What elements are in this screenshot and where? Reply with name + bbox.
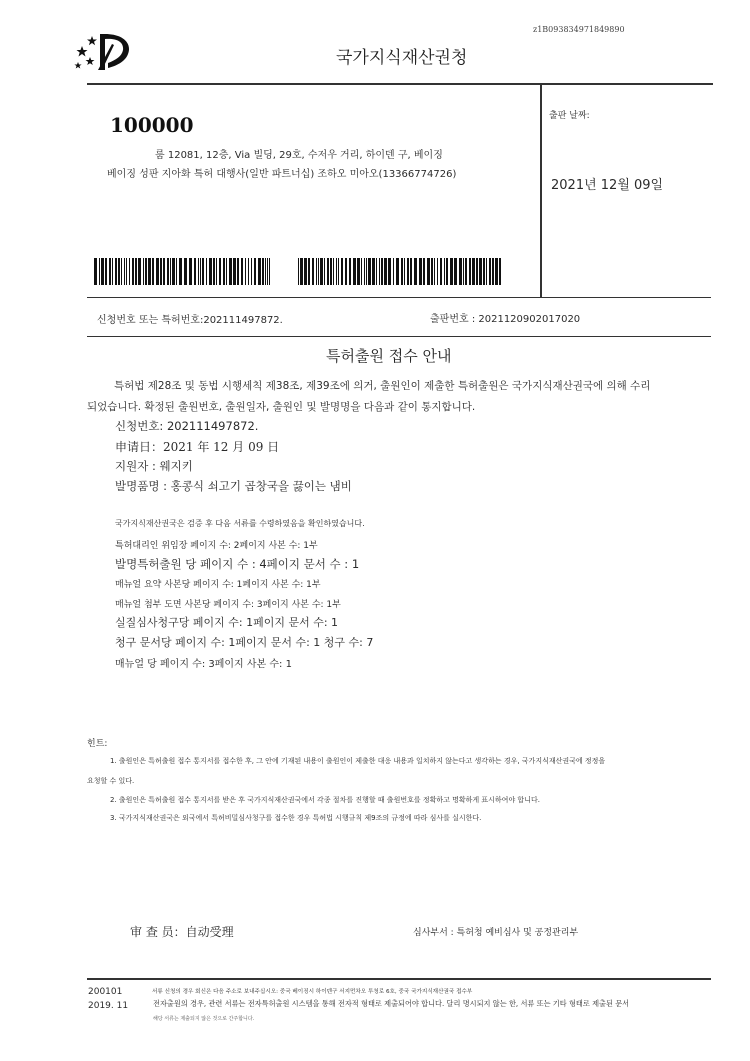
barcode-bar	[372, 258, 375, 285]
barcode-bar	[459, 258, 462, 285]
barcode-bar	[163, 258, 165, 285]
barcode-bar	[170, 258, 171, 285]
barcode-bar	[124, 258, 125, 285]
barcode-bar	[444, 258, 445, 285]
vertical-divider	[540, 84, 542, 297]
barcode-bar	[410, 258, 412, 285]
barcode-bar	[368, 258, 371, 285]
barcode-bar	[336, 258, 337, 285]
top-rule	[87, 83, 713, 85]
barcode-bar	[434, 258, 435, 285]
barcode-bar	[248, 258, 249, 285]
barcode-bar	[200, 258, 201, 285]
barcode-bar	[135, 258, 137, 285]
barcode-bar	[327, 258, 329, 285]
barcode-bar	[379, 258, 380, 285]
barcode-bar	[463, 258, 464, 285]
barcode-bar	[489, 258, 491, 285]
barcode-bar	[109, 258, 111, 285]
office-title: 국가지식재산권청	[336, 48, 468, 68]
barcode-bar	[366, 258, 367, 285]
barcode-bar	[308, 258, 310, 285]
barcode-bar	[376, 258, 377, 285]
barcode-bar	[320, 258, 323, 285]
publication-number: 출판번호 : 2021120902017020	[430, 314, 581, 325]
barcode-bar	[349, 258, 351, 285]
issue-date-label: 출판 날짜:	[549, 111, 590, 121]
document-item: 청구 문서당 페이지 수: 1페이지 문서 수: 1 청구 수: 7	[115, 636, 374, 649]
barcode-bar	[167, 258, 169, 285]
footer-line-2: 전자출원의 경우, 관련 서류는 전자특허출원 시스템을 통해 전자적 형태로 제출되어야 합니다. 달리 명시되지 않는 한, 서류 또는 기타 형태로 제출된 문서	[153, 999, 630, 1008]
barcode-bar	[492, 258, 494, 285]
barcode-bar	[472, 258, 475, 285]
barcode-bar	[440, 258, 442, 285]
barcode-bar	[209, 258, 212, 285]
hint-item-1-line-1: 1. 출원인은 특허출원 접수 통지서를 접수한 후, 그 안에 기재된 내용이 출원인이 제출한 대응 내용과 일치하지 않는다고 생각하는 경우, 국가지식재산권국에 정정을	[110, 757, 606, 765]
barcode-bar	[364, 258, 365, 285]
barcode-bar	[265, 258, 266, 285]
numbers-rule	[87, 336, 711, 337]
document-item: 특허대리인 위임장 페이지 수: 2페이지 사본 수: 1부	[115, 541, 318, 551]
barcode-bar	[216, 258, 217, 285]
barcode-bar	[156, 258, 159, 285]
barcode-bar	[495, 258, 498, 285]
footer-line-3: 해당 서류는 제출되지 않은 것으로 간주합니다.	[153, 1016, 255, 1022]
application-number-row: 신청번호 또는 특허번호:202111497872.	[97, 315, 283, 326]
barcode-bar	[105, 258, 107, 285]
applicant: 지원자 : 웨지키	[115, 459, 193, 473]
barcode-bar	[486, 258, 487, 285]
barcode-bar	[333, 258, 334, 285]
barcode-bar	[198, 258, 199, 285]
barcode-left	[94, 258, 274, 285]
hint-item-1-line-2: 요청할 수 있다.	[87, 777, 135, 785]
barcode-bar	[245, 258, 246, 285]
barcode-bar	[115, 258, 117, 285]
barcode-bar	[450, 258, 453, 285]
barcode-bar	[194, 258, 196, 285]
barcode-bar	[172, 258, 175, 285]
barcode-bar	[94, 258, 97, 285]
examiner: 审 查 员：自动受理	[130, 925, 234, 939]
barcode-bar	[112, 258, 113, 285]
barcode-bar	[237, 258, 239, 285]
barcode-bar	[427, 258, 430, 285]
barcode-bar	[152, 258, 154, 285]
barcode-bar	[341, 258, 343, 285]
barcode-bar	[254, 258, 256, 285]
barcode-bar	[226, 258, 227, 285]
barcode-bar	[423, 258, 425, 285]
notice-title: 특허출원 접수 안내	[326, 347, 452, 365]
barcode-bar	[101, 258, 104, 285]
examining-department: 심사부서 : 특허청 예비심사 및 공정관리부	[413, 928, 579, 938]
document-item: 매뉴얼 첨부 도면 사본당 페이지 수: 3페이지 사본 수: 1부	[115, 600, 341, 610]
document-item: 발명특허출원 당 페이지 수 : 4페이지 문서 수 : 1	[115, 557, 360, 571]
hint-item-2: 2. 출원인은 특허출원 접수 통지서를 받은 후 국가지식재산권국에서 각종 절차를 진행할 때 출원번호를 정확하고 명확하게 표시하여야 합니다.	[110, 796, 540, 804]
barcode-bar	[118, 258, 120, 285]
barcode-bar	[361, 258, 362, 285]
barcode-bar	[189, 258, 192, 285]
barcode-bar	[404, 258, 405, 285]
barcode-bar	[300, 258, 303, 285]
barcode-bar	[304, 258, 307, 285]
barcode-bar	[179, 258, 182, 285]
barcode-bar	[393, 258, 394, 285]
barcode-bar	[148, 258, 151, 285]
barcode-bar	[465, 258, 467, 285]
barcode-bar	[384, 258, 387, 285]
document-serial: z1B093834971849890	[533, 25, 625, 34]
document-item: 실질심사청구당 페이지 수: 1페이지 문서 수: 1	[115, 616, 339, 629]
barcode-bar	[454, 258, 457, 285]
barcode-bar	[298, 258, 299, 285]
address-line-2: 베이징 성판 지아화 특허 대행사(일반 파트너십) 조하오 미아오(13366774726)	[107, 169, 457, 180]
barcode-bar	[324, 258, 325, 285]
footer-rule	[87, 978, 711, 980]
hint-item-3: 3. 국가지식재산권국은 외국에서 특허비밀심사청구를 접수한 경우 특허법 시행규칙 제9조의 규정에 따라 심사를 실시한다.	[110, 814, 482, 822]
barcode-bar	[132, 258, 134, 285]
form-date: 2019. 11	[88, 1001, 129, 1011]
barcode-bar	[431, 258, 433, 285]
barcode-bar	[338, 258, 339, 285]
barcode-bar	[401, 258, 403, 285]
document-item: 매뉴얼 요약 사본당 페이지 수: 1페이지 사본 수: 1부	[115, 580, 321, 590]
issue-date-value: 2021년 12월 09일	[551, 178, 664, 193]
barcode-bar	[388, 258, 391, 285]
barcode-bar	[357, 258, 360, 285]
barcode-bar	[269, 258, 270, 285]
barcode-bar	[345, 258, 347, 285]
postal-code: 100000	[110, 113, 194, 137]
barcode-bar	[316, 258, 317, 285]
barcode-bar	[267, 258, 268, 285]
barcode-bar	[479, 258, 482, 285]
barcode-bar	[121, 258, 122, 285]
notice-paragraph-line-2: 되었습니다. 확정된 출원번호, 출원일자, 출원인 및 발명명을 다음과 같이 통지합니다.	[87, 401, 476, 413]
barcode-bar	[213, 258, 215, 285]
barcode-bar	[419, 258, 422, 285]
barcode-bar	[143, 258, 144, 285]
barcode-bar	[469, 258, 471, 285]
barcode-bar	[414, 258, 417, 285]
invention-name: 발명품명 : 홍콩식 쇠고기 곱창국을 끓이는 냄비	[115, 479, 352, 493]
barcode-bar	[407, 258, 409, 285]
hints-label: 힌트:	[87, 739, 108, 749]
barcode-bar	[251, 258, 252, 285]
barcode-bar	[483, 258, 485, 285]
barcode-bar	[160, 258, 162, 285]
barcode-bar	[99, 258, 100, 285]
barcode-right	[298, 258, 503, 285]
barcode-bar	[219, 258, 221, 285]
barcode-bar	[233, 258, 236, 285]
barcode-bar	[241, 258, 243, 285]
notice-application-number: 신청번호: 202111497872.	[115, 419, 259, 433]
cnipa-logo-icon	[72, 30, 134, 74]
barcode-bar	[176, 258, 177, 285]
notice-paragraph-line-1: 특허법 제28조 및 동법 시행세칙 제38조, 제39조에 의거, 출원인이 제출한 특허출원은 국가지식재산권국에 의해 수리	[114, 380, 651, 392]
barcode-bar	[223, 258, 225, 285]
documents-intro: 국가지식재산권국은 검증 후 다음 서류를 수령하였음을 확인하였습니다.	[115, 519, 365, 528]
barcode-bar	[184, 258, 187, 285]
barcode-bar	[318, 258, 319, 285]
middle-rule	[87, 297, 711, 298]
barcode-bar	[206, 258, 207, 285]
barcode-bar	[126, 258, 127, 285]
barcode-bar	[312, 258, 314, 285]
barcode-bar	[437, 258, 438, 285]
footer-line-1: 서류 신청의 경우 회신은 다음 주소로 보내주십시오: 중국 베이징시 하이덴구 서지먼차오 투청로 6호, 중국 국가지식재산권국 접수부	[152, 989, 473, 995]
barcode-bar	[202, 258, 204, 285]
barcode-bar	[353, 258, 356, 285]
barcode-bar	[138, 258, 141, 285]
barcode-bar	[262, 258, 264, 285]
barcode-bar	[258, 258, 261, 285]
barcode-bar	[446, 258, 448, 285]
barcode-bar	[129, 258, 130, 285]
barcode-bar	[145, 258, 147, 285]
form-code: 200101	[88, 987, 123, 997]
address-line-1: 룸 12081, 12층, Via 빌딩, 29호, 수저우 거리, 하이덴 구, 베이징	[155, 150, 443, 161]
barcode-bar	[330, 258, 332, 285]
document-item: 매뉴얼 당 페이지 수: 3페이지 사본 수: 1	[115, 659, 292, 670]
filing-date: 申请日：2021 年 12 月 09 日	[115, 440, 280, 454]
barcode-bar	[476, 258, 478, 285]
barcode-bar	[381, 258, 383, 285]
barcode-bar	[499, 258, 501, 285]
barcode-bar	[396, 258, 399, 285]
barcode-bar	[229, 258, 232, 285]
